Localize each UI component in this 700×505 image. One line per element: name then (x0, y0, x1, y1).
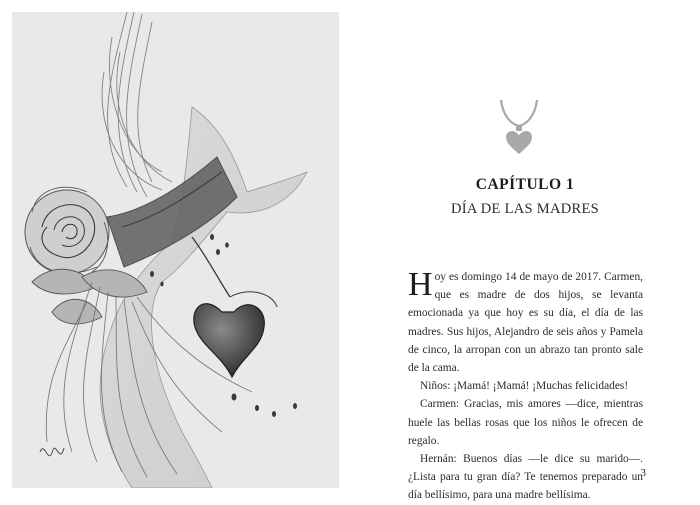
paragraph-1: Hoy es domingo 14 de mayo de 2017. Carmen, que es madre de dos hijos, se levanta emocionada ya que hoy es su día, el día de las madres. Sus hijos, Alejandro de seis años y Pamela de cinco, la arropan con un abrazo tan pronto sale de la cama. (408, 266, 643, 375)
text-page (350, 0, 700, 500)
chapter-title: DÍA DE LAS MADRES (450, 201, 600, 217)
pencil-sketch-illustration (12, 12, 339, 488)
drop-cap: H (408, 266, 433, 303)
paragraph-3: Carmen: Gracias, mis amores —dice, mientras huele las bellas rosas que los niños le ofrecen de regalo. (408, 398, 643, 447)
chapter-number: CAPÍTULO 1 (475, 176, 575, 193)
heart-pendant-icon (497, 98, 541, 156)
chapter-body (408, 268, 643, 505)
paragraph-4: Hernán: Buenos días —le dice su marido—. ¿Lista para tu gran día? Te tenemos preparado un día bellísimo, para una madre bellísima. (408, 453, 643, 502)
page-number: 3 (640, 467, 646, 479)
illustration-page (12, 12, 339, 488)
paragraph-2: Niños: ¡Mamá! ¡Mamá! ¡Muchas felicidades! (420, 380, 629, 393)
